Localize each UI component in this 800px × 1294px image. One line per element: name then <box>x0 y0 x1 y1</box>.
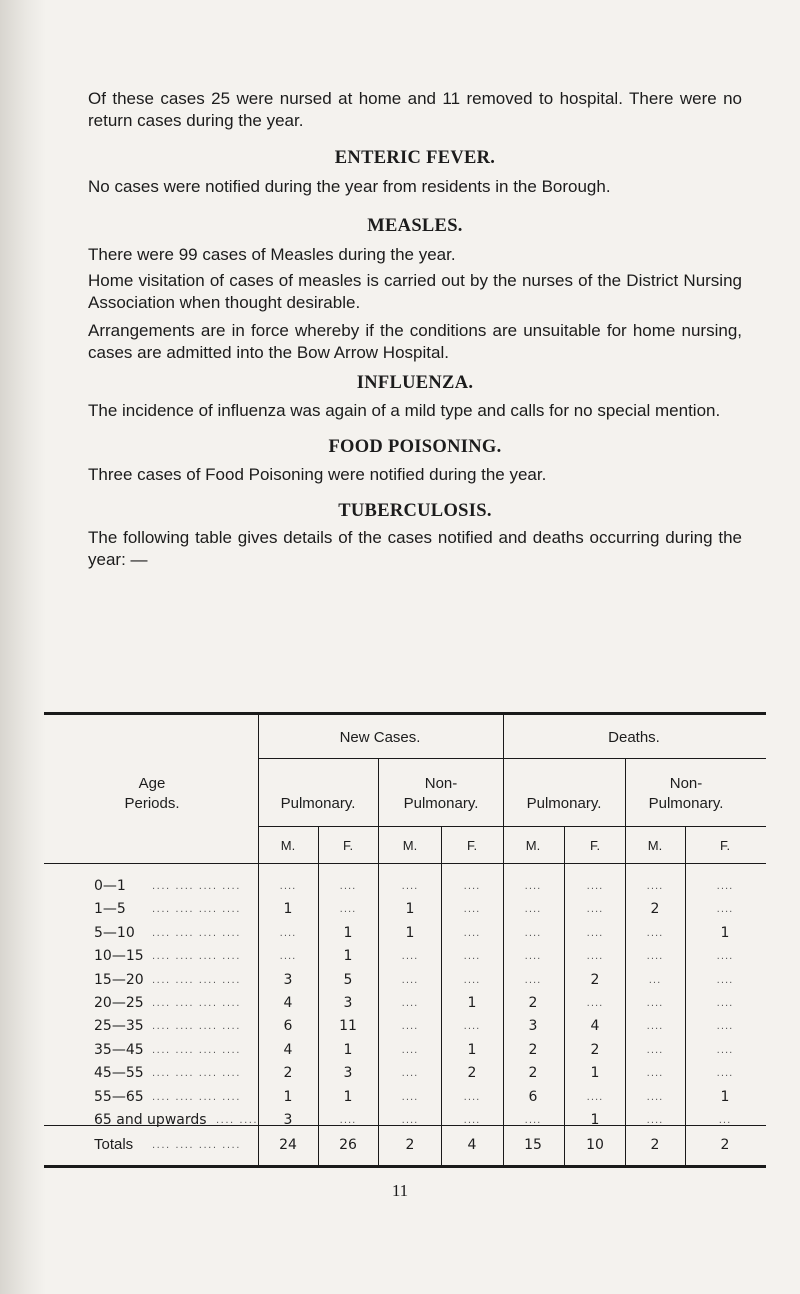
table-cell: 1 <box>283 901 293 917</box>
table-cell: .... <box>586 998 604 1009</box>
header-deaths-nonpulmonary: Pulmonary. <box>648 795 724 812</box>
col-rule-5 <box>564 826 565 1165</box>
table-cell: .... <box>339 881 357 892</box>
header-new-nonpulmonary: Pulmonary. <box>403 795 479 812</box>
table-cell: 2 <box>590 972 600 988</box>
table-cell: 3 <box>528 1018 538 1034</box>
heading-measles: MEASLES. <box>367 216 463 236</box>
table-cell: .... <box>646 881 664 892</box>
table-cell: .... <box>716 975 734 986</box>
row-leader-dots: .... .... .... .... <box>152 1092 241 1103</box>
table-cell: .... <box>524 975 542 986</box>
header-deaths: Deaths. <box>608 729 660 746</box>
row-age-label: 35—45 <box>94 1042 144 1058</box>
row-leader-dots: .... .... .... .... <box>152 998 241 1009</box>
totals-cell: 24 <box>279 1137 297 1153</box>
table-top-rule <box>44 712 766 715</box>
table-cell: .... <box>401 1045 419 1056</box>
row-age-label: 55—65 <box>94 1089 144 1105</box>
header-deaths-pulmonary: Pulmonary. <box>526 795 602 812</box>
table-cell: 3 <box>283 972 293 988</box>
table-cell: 1 <box>467 1042 477 1058</box>
table-cell: 1 <box>343 925 353 941</box>
table-cell: 1 <box>343 1089 353 1105</box>
table-cell: .... <box>463 1092 481 1103</box>
header-new-non: Non- <box>424 775 458 792</box>
header-new-pulmonary: Pulmonary. <box>280 795 356 812</box>
row-leader-dots: .... .... .... .... <box>152 1021 241 1032</box>
table-cell: 6 <box>283 1018 293 1034</box>
table-cell: .... <box>279 881 297 892</box>
row-age-label: 45—55 <box>94 1065 144 1081</box>
table-cell: .... <box>524 951 542 962</box>
table-cell: .... <box>401 1092 419 1103</box>
table-cell: .... <box>463 975 481 986</box>
table-cell: .... <box>716 951 734 962</box>
enteric-paragraph: No cases were notified during the year from residents in the Borough. <box>88 177 611 196</box>
table-cell: 1 <box>590 1112 600 1128</box>
table-cell: 2 <box>528 1065 538 1081</box>
table-cell: 1 <box>720 1089 730 1105</box>
row-age-label: 0—1 <box>94 878 126 894</box>
table-cell: .... <box>586 1092 604 1103</box>
row-leader-dots: .... .... .... .... <box>152 975 241 986</box>
table-cell: .... <box>401 975 419 986</box>
table-cell: 3 <box>283 1112 293 1128</box>
table-cell: .... <box>586 881 604 892</box>
table-cell: .... <box>463 904 481 915</box>
table-cell: .... <box>524 928 542 939</box>
table-cell: 1 <box>405 925 415 941</box>
table-cell: ... <box>648 975 662 986</box>
col-rule-1 <box>318 826 319 1165</box>
row-leader-dots: .... .... .... .... <box>152 881 241 892</box>
table-cell: 5 <box>343 972 353 988</box>
table-cell: .... <box>339 904 357 915</box>
sex-header-4: F. <box>466 838 478 853</box>
col-rule-3 <box>441 826 442 1165</box>
totals-cell: 2 <box>405 1137 415 1153</box>
table-cell: 2 <box>528 995 538 1011</box>
sex-header-8: F. <box>719 838 731 853</box>
table-cell: .... <box>401 1115 419 1126</box>
row-leader-dots: .... .... .... .... <box>152 904 241 915</box>
table-cell: .... <box>716 1045 734 1056</box>
row-leader-dots: .... .... .... .... <box>152 1068 241 1079</box>
col-rule-4 <box>503 715 504 1165</box>
row-age-label: 20—25 <box>94 995 144 1011</box>
food-poisoning-paragraph: Three cases of Food Poisoning were notified during the year. <box>88 465 547 484</box>
table-bottom-rule <box>44 1165 766 1168</box>
totals-cell: 15 <box>524 1137 542 1153</box>
header-periods: Periods. <box>124 795 180 812</box>
row-leader-dots: .... .... <box>216 1115 259 1126</box>
col-rule-2 <box>378 758 379 1165</box>
table-cell: 3 <box>343 995 353 1011</box>
sex-header-6: F. <box>589 838 601 853</box>
table-cell: .... <box>586 928 604 939</box>
col-rule-7 <box>685 826 686 1165</box>
sex-header-1: M. <box>280 838 296 853</box>
table-cell: 2 <box>467 1065 477 1081</box>
intro-paragraph: Of these cases 25 were nursed at home and 11 removed to hospital. There were no return cases during the year. <box>88 89 742 130</box>
sex-header-7: M. <box>647 838 663 853</box>
totals-cell: 10 <box>586 1137 604 1153</box>
row-age-label: 15—20 <box>94 972 144 988</box>
table-cell: 2 <box>650 901 660 917</box>
totals-cell: 26 <box>339 1137 357 1153</box>
header-deaths-non: Non- <box>669 775 703 792</box>
table-cell: .... <box>463 928 481 939</box>
totals-label: Totals <box>94 1136 134 1153</box>
row-age-label: 10—15 <box>94 948 144 964</box>
table-cell: 1 <box>720 925 730 941</box>
totals-cell: 2 <box>650 1137 660 1153</box>
table-cell: .... <box>463 951 481 962</box>
table-cell: .... <box>463 1021 481 1032</box>
table-cell: .... <box>463 881 481 892</box>
table-cell: 3 <box>343 1065 353 1081</box>
table-cell: .... <box>646 998 664 1009</box>
table-cell: 4 <box>590 1018 600 1034</box>
page-number: 11 <box>391 1181 409 1200</box>
table-cell: 1 <box>467 995 477 1011</box>
sex-header-2: F. <box>342 838 354 853</box>
heading-enteric-fever: ENTERIC FEVER. <box>334 148 496 168</box>
sex-header-3: M. <box>402 838 418 853</box>
table-cell: .... <box>401 951 419 962</box>
row-leader-dots: .... .... .... .... <box>152 951 241 962</box>
table-cell: .... <box>716 881 734 892</box>
table-cell: 6 <box>528 1089 538 1105</box>
table-cell: .... <box>279 928 297 939</box>
tuberculosis-paragraph: The following table gives details of the cases notified and deaths occurring during the year: — <box>88 528 742 569</box>
table-cell: 1 <box>343 948 353 964</box>
table-cell: .... <box>401 1021 419 1032</box>
table-cell: .... <box>646 1045 664 1056</box>
table-cell: .... <box>646 1068 664 1079</box>
col-rule-6 <box>625 758 626 1165</box>
table-cell: .... <box>716 1021 734 1032</box>
table-cell: 2 <box>590 1042 600 1058</box>
table-cell: 2 <box>283 1065 293 1081</box>
table-cell: 1 <box>343 1042 353 1058</box>
heading-influenza: INFLUENZA. <box>356 373 474 393</box>
table-cell: .... <box>716 904 734 915</box>
header-new-cases: New Cases. <box>339 729 421 746</box>
row-age-label: 25—35 <box>94 1018 144 1034</box>
table-cell: .... <box>401 881 419 892</box>
table-cell: .... <box>646 1092 664 1103</box>
table-cell: .... <box>524 904 542 915</box>
heading-tuberculosis: TUBERCULOSIS. <box>338 501 492 521</box>
table-cell: .... <box>524 881 542 892</box>
table-cell: .... <box>716 1068 734 1079</box>
table-cell: ... <box>718 1115 732 1126</box>
table-cell: .... <box>586 904 604 915</box>
table-cell: .... <box>646 951 664 962</box>
header-age: Age <box>138 775 166 792</box>
row-age-label: 1—5 <box>94 901 126 917</box>
table-cell: 4 <box>283 1042 293 1058</box>
measles-paragraph-3: Arrangements are in force whereby if the conditions are unsuitable for home nursing, cases are admitted into the Bow Arrow Hospital. <box>88 321 742 362</box>
row-leader-dots: .... .... .... .... <box>152 928 241 939</box>
subgroup-header-rule <box>258 826 766 827</box>
group-header-rule <box>258 758 766 759</box>
table-cell: 11 <box>339 1018 357 1034</box>
table-cell: .... <box>646 1115 664 1126</box>
totals-cell: 4 <box>467 1137 477 1153</box>
table-cell: 1 <box>283 1089 293 1105</box>
col-rule-age <box>258 715 259 1165</box>
totals-cell: 2 <box>720 1137 730 1153</box>
table-cell: 4 <box>283 995 293 1011</box>
table-cell: 1 <box>590 1065 600 1081</box>
row-age-label: 65 and upwards <box>94 1112 207 1128</box>
table-cell: .... <box>646 1021 664 1032</box>
heading-food-poisoning: FOOD POISONING. <box>328 437 502 457</box>
row-leader-dots: .... .... .... .... <box>152 1045 241 1056</box>
table-cell: 1 <box>405 901 415 917</box>
sex-header-5: M. <box>525 838 541 853</box>
table-cell: .... <box>463 1115 481 1126</box>
table-cell: 2 <box>528 1042 538 1058</box>
measles-paragraph-2: Home visitation of cases of measles is carried out by the nurses of the District Nursing Association when thought desirable. <box>88 271 742 312</box>
table-cell: .... <box>586 951 604 962</box>
row-age-label: 5—10 <box>94 925 135 941</box>
table-cell: .... <box>716 998 734 1009</box>
table-cell: .... <box>339 1115 357 1126</box>
measles-paragraph-1: There were 99 cases of Measles during the year. <box>88 245 456 264</box>
table-cell: .... <box>524 1115 542 1126</box>
scan-edge-shadow <box>0 0 46 1294</box>
table-cell: .... <box>401 1068 419 1079</box>
header-bottom-rule <box>44 863 766 864</box>
table-cell: .... <box>646 928 664 939</box>
influenza-paragraph: The incidence of influenza was again of a mild type and calls for no special mention. <box>88 401 721 420</box>
table-cell: .... <box>279 951 297 962</box>
table-cell: .... <box>401 998 419 1009</box>
totals-leader-dots: .... .... .... .... <box>152 1140 241 1151</box>
